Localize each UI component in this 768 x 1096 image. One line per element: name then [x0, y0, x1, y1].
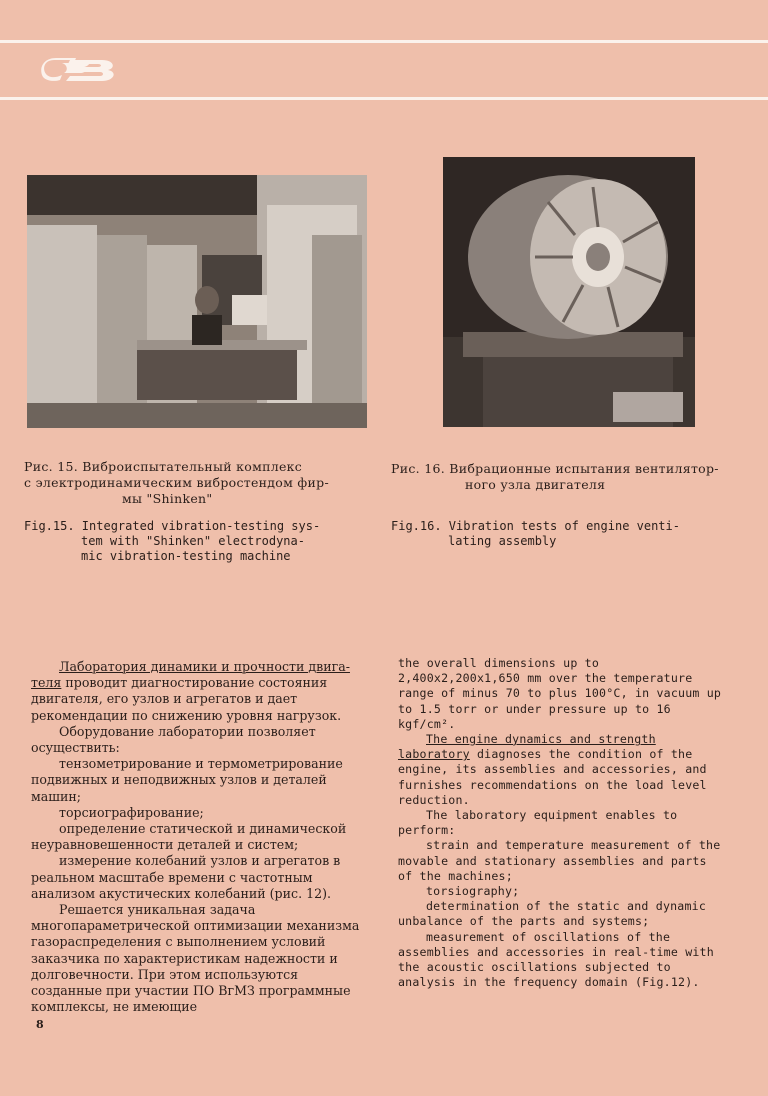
paragraph-en-item-2: torsiography;	[426, 884, 520, 899]
paragraph-en-equipment: The laboratory equipment enables to perform:	[398, 808, 678, 838]
paragraph-ru-item-1: тензометрирование и термометрирование подвижных и неподвижных узлов и деталей машин;	[31, 756, 343, 804]
paragraph-ru-item-3: определение статической и динамической неуравновешенности деталей и систем;	[31, 821, 347, 853]
paragraph-en-item-3: determination of the static and dynamic unbalance of the parts and systems;	[398, 899, 707, 929]
paragraph-ru-item-2: торсиографирование;	[59, 804, 204, 820]
body-text-en	[398, 656, 723, 990]
top-rule	[0, 40, 768, 43]
paragraph-en-item-1: strain and temperature measurement of the movable and stationary assemblies and parts of the machines;	[398, 838, 721, 883]
photo-fan-assembly-test	[443, 157, 695, 427]
figure-16-caption-en: Fig.16. Vibration tests of engine venti- lating assembly	[391, 519, 680, 548]
page-number: 8	[36, 1018, 44, 1031]
body-text-ru	[31, 659, 371, 1015]
paragraph-en-dimensions: the overall dimensions up to 2,400x2,200x1,650 mm over the temperature range of minus 70 to plus 100°C, in vacuum up to 1.5 torr or under pressure up to 16 kgf/cm².	[398, 656, 722, 731]
paragraph-en-item-4: measurement of oscillations of the assemblies and accessories in real-time with the acoustic oscillations subjected to analysis in the frequency domain (Fig.12).	[398, 929, 714, 990]
paragraph-ru-item-4: измерение колебаний узлов и агрегатов в реальном масштабе времени с частотным анализом акустических колебаний (рис. 12).	[31, 853, 341, 901]
figure-15-caption-ru: Рис. 15. Виброиспытательный комплекс с электродинамическим вибростендом фир- мы "Shinken"	[24, 459, 329, 506]
paragraph-ru-equipment: Оборудование лаборатории позволяет осуществить:	[31, 723, 316, 756]
header-rule	[0, 97, 768, 100]
figure-15-caption-en: Fig.15. Integrated vibration-testing sys- tem with "Shinken" electrodyna- mic vibration-testing machine	[24, 519, 321, 563]
paragraph-en-intro: The engine dynamics and strength laboratory diagnoses the condition of the engine, its assemblies and accessories, and furnishes recommendations on the load level reduction.	[398, 732, 707, 807]
paragraph-ru-optimization: Решается уникальная задача многопараметрической оптимизации механизма газораспределения с выполнением условий заказчика по характеристикам надежности и долговечности. При этом используются созданные при участии ПО ВгМЗ программные комплексы, не имеющие	[31, 902, 360, 1015]
photo-vibration-testing-complex	[27, 175, 367, 428]
figure-16-caption-ru: Рис. 16. Вибрационные испытания вентилятор- ного узла двигателя	[391, 461, 719, 492]
publisher-logo	[40, 57, 118, 83]
paragraph-ru-intro: Лаборатория динамики и прочности двига- теля проводит диагностирование состояния двигателя, его узлов и агрегатов и дает рекомендации по снижению уровня нагрузок.	[31, 659, 350, 723]
